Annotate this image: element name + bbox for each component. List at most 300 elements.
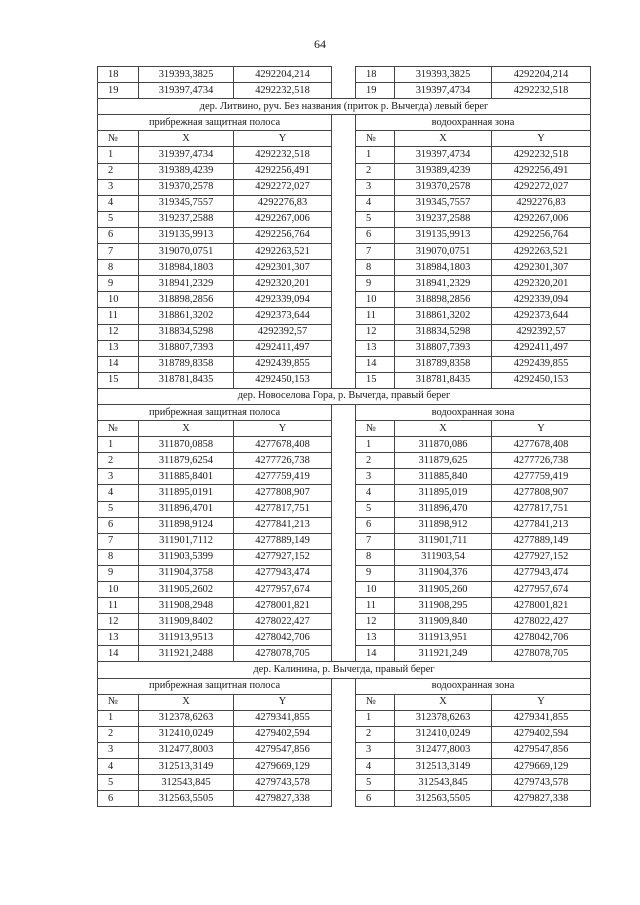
col-header-number: № (356, 131, 395, 147)
coord-x: 318984,1803 (139, 260, 234, 276)
zone-header-row (98, 115, 591, 131)
point-number: 11 (98, 308, 139, 324)
column-gap (332, 244, 356, 260)
coord-x: 318941,2329 (395, 276, 492, 292)
coord-x: 319397,4734 (139, 83, 234, 99)
coord-x: 311908,295 (395, 598, 492, 614)
col-header-x: X (395, 421, 492, 437)
column-gap (332, 565, 356, 581)
point-number: 14 (356, 356, 395, 372)
coord-y: 4292256,764 (492, 227, 591, 243)
coord-x: 318898,2856 (395, 292, 492, 308)
table-row (98, 598, 591, 614)
point-number: 6 (356, 791, 395, 807)
coord-x: 311898,9124 (139, 517, 234, 533)
point-number: 19 (98, 83, 139, 99)
column-header-row (98, 421, 591, 437)
coord-y: 4292373,644 (234, 308, 332, 324)
coord-x: 318834,5298 (395, 324, 492, 340)
point-number: 13 (98, 340, 139, 356)
point-number: 10 (98, 582, 139, 598)
point-number: 1 (98, 437, 139, 453)
coord-x: 312378,6263 (395, 710, 492, 726)
coord-y: 4277943,474 (492, 565, 591, 581)
coord-y: 4277678,408 (492, 437, 591, 453)
point-number: 11 (356, 308, 395, 324)
coord-x: 319135,9913 (139, 227, 234, 243)
table-row (98, 163, 591, 179)
coord-x: 318834,5298 (139, 324, 234, 340)
table-row (98, 726, 591, 742)
table-row (98, 485, 591, 501)
table-row (98, 742, 591, 758)
table-row (98, 549, 591, 565)
coord-x: 319397,4734 (395, 83, 492, 99)
table-row (98, 195, 591, 211)
coord-y: 4292256,764 (234, 227, 332, 243)
coord-y: 4277817,751 (492, 501, 591, 517)
point-number: 2 (356, 726, 395, 742)
coord-y: 4277726,738 (492, 453, 591, 469)
point-number: 8 (356, 549, 395, 565)
point-number: 7 (98, 244, 139, 260)
table-row (98, 179, 591, 195)
col-header-x: X (395, 131, 492, 147)
point-number: 5 (98, 501, 139, 517)
point-number: 7 (356, 244, 395, 260)
col-header-number: № (98, 694, 139, 710)
coord-x: 311870,0858 (139, 437, 234, 453)
table-row (98, 83, 591, 99)
coord-x: 311913,951 (395, 630, 492, 646)
table-row (98, 244, 591, 260)
point-number: 4 (98, 759, 139, 775)
coord-x: 319070,0751 (395, 244, 492, 260)
coord-y: 4292450,153 (234, 372, 332, 388)
coord-y: 4278042,706 (492, 630, 591, 646)
coord-y: 4279402,594 (234, 726, 332, 742)
point-number: 5 (356, 211, 395, 227)
coord-x: 318781,8435 (395, 372, 492, 388)
coord-y: 4292320,201 (492, 276, 591, 292)
coord-y: 4292256,491 (234, 163, 332, 179)
table-row (98, 227, 591, 243)
coord-x: 311885,840 (395, 469, 492, 485)
coord-x: 311901,7112 (139, 533, 234, 549)
column-header-row (98, 694, 591, 710)
point-number: 3 (98, 742, 139, 758)
coord-y: 4292272,027 (234, 179, 332, 195)
col-header-y: Y (492, 131, 591, 147)
table-row (98, 501, 591, 517)
coord-x: 312563,5505 (139, 791, 234, 807)
coord-x: 311904,3758 (139, 565, 234, 581)
coord-x: 319070,0751 (139, 244, 234, 260)
coord-x: 311903,5399 (139, 549, 234, 565)
coord-y: 4292267,006 (234, 211, 332, 227)
section-title-row (98, 662, 591, 678)
table-row (98, 437, 591, 453)
left-zone-title: прибрежная защитная полоса (98, 404, 332, 420)
table-row (98, 582, 591, 598)
point-number: 10 (98, 292, 139, 308)
coord-y: 4278042,706 (234, 630, 332, 646)
coord-x: 319389,4239 (139, 163, 234, 179)
coord-x: 311885,8401 (139, 469, 234, 485)
col-header-number: № (98, 421, 139, 437)
column-gap (332, 598, 356, 614)
section-title: дер. Новоселова Гора, р. Вычегда, правый берег (98, 388, 591, 404)
col-header-number: № (356, 694, 395, 710)
coord-y: 4292411,497 (492, 340, 591, 356)
coord-x: 311870,086 (395, 437, 492, 453)
column-gap (332, 67, 356, 83)
column-gap (332, 147, 356, 163)
coord-x: 319370,2578 (139, 179, 234, 195)
coord-y: 4279547,856 (234, 742, 332, 758)
coord-x: 311896,470 (395, 501, 492, 517)
coord-y: 4277889,149 (234, 533, 332, 549)
table-row (98, 372, 591, 388)
coord-y: 4292232,518 (234, 147, 332, 163)
column-gap (332, 742, 356, 758)
point-number: 18 (356, 67, 395, 83)
col-header-y: Y (234, 131, 332, 147)
column-gap (332, 308, 356, 324)
column-gap (332, 195, 356, 211)
coord-x: 311903,54 (395, 549, 492, 565)
point-number: 4 (356, 759, 395, 775)
table-row (98, 147, 591, 163)
coord-x: 319397,4734 (139, 147, 234, 163)
point-number: 12 (98, 614, 139, 630)
right-zone-title: водоохранная зона (356, 678, 591, 694)
point-number: 14 (356, 646, 395, 662)
point-number: 2 (356, 453, 395, 469)
coord-x: 311905,2602 (139, 582, 234, 598)
point-number: 1 (356, 147, 395, 163)
coord-x: 311879,625 (395, 453, 492, 469)
coord-x: 319237,2588 (395, 211, 492, 227)
coord-y: 4292267,006 (492, 211, 591, 227)
table-row (98, 759, 591, 775)
coord-y: 4278001,821 (492, 598, 591, 614)
table-row (98, 260, 591, 276)
point-number: 12 (356, 324, 395, 340)
point-number: 9 (98, 565, 139, 581)
coord-x: 311879,6254 (139, 453, 234, 469)
coord-x: 311921,249 (395, 646, 492, 662)
coord-y: 4292232,518 (492, 83, 591, 99)
point-number: 15 (356, 372, 395, 388)
column-gap (332, 227, 356, 243)
point-number: 10 (356, 582, 395, 598)
point-number: 18 (98, 67, 139, 83)
table-row (98, 775, 591, 791)
coord-x: 311895,0191 (139, 485, 234, 501)
column-gap (332, 549, 356, 565)
point-number: 13 (356, 340, 395, 356)
coord-x: 319389,4239 (395, 163, 492, 179)
coord-y: 4277927,152 (492, 549, 591, 565)
coord-x: 312543,845 (395, 775, 492, 791)
column-gap (332, 211, 356, 227)
table-row (98, 533, 591, 549)
table-row (98, 276, 591, 292)
table-row (98, 710, 591, 726)
point-number: 2 (356, 163, 395, 179)
table-row (98, 469, 591, 485)
column-gap (332, 131, 356, 147)
col-header-x: X (139, 131, 234, 147)
point-number: 6 (98, 227, 139, 243)
right-zone-title: водоохранная зона (356, 115, 591, 131)
column-gap (332, 163, 356, 179)
column-gap (332, 356, 356, 372)
point-number: 13 (98, 630, 139, 646)
column-gap (332, 83, 356, 99)
coord-x: 311921,2488 (139, 646, 234, 662)
coord-x: 319237,2588 (139, 211, 234, 227)
coord-x: 311896,4701 (139, 501, 234, 517)
coord-y: 4278022,427 (234, 614, 332, 630)
column-gap (332, 614, 356, 630)
coord-x: 312410,0249 (395, 726, 492, 742)
coord-x: 318898,2856 (139, 292, 234, 308)
coord-x: 319393,3825 (139, 67, 234, 83)
point-number: 3 (98, 179, 139, 195)
coord-x: 312477,8003 (139, 742, 234, 758)
column-gap (332, 404, 356, 420)
point-number: 19 (356, 83, 395, 99)
point-number: 6 (98, 791, 139, 807)
col-header-y: Y (234, 421, 332, 437)
coord-y: 4292339,094 (234, 292, 332, 308)
coord-x: 318941,2329 (139, 276, 234, 292)
coord-y: 4278078,705 (492, 646, 591, 662)
coord-y: 4279547,856 (492, 742, 591, 758)
coord-y: 4277678,408 (234, 437, 332, 453)
column-gap (332, 517, 356, 533)
coord-x: 311908,2948 (139, 598, 234, 614)
table-row (98, 791, 591, 807)
point-number: 14 (98, 646, 139, 662)
coord-x: 311898,912 (395, 517, 492, 533)
column-gap (332, 694, 356, 710)
point-number: 1 (356, 710, 395, 726)
coord-y: 4292204,214 (234, 67, 332, 83)
point-number: 11 (98, 598, 139, 614)
point-number: 12 (98, 324, 139, 340)
coord-y: 4278022,427 (492, 614, 591, 630)
coord-y: 4277759,419 (492, 469, 591, 485)
column-gap (332, 485, 356, 501)
point-number: 7 (356, 533, 395, 549)
coord-x: 319370,2578 (395, 179, 492, 195)
column-gap (332, 340, 356, 356)
coord-x: 319345,7557 (139, 195, 234, 211)
coord-y: 4292392,57 (492, 324, 591, 340)
coordinates-table (97, 66, 591, 807)
point-number: 8 (98, 260, 139, 276)
coord-y: 4279402,594 (492, 726, 591, 742)
coord-y: 4292232,518 (492, 147, 591, 163)
column-gap (332, 759, 356, 775)
point-number: 11 (356, 598, 395, 614)
col-header-y: Y (234, 694, 332, 710)
coord-x: 311901,711 (395, 533, 492, 549)
coord-x: 312563,5505 (395, 791, 492, 807)
table-row (98, 211, 591, 227)
point-number: 9 (356, 565, 395, 581)
left-zone-title: прибрежная защитная полоса (98, 678, 332, 694)
table-row (98, 517, 591, 533)
coord-y: 4292232,518 (234, 83, 332, 99)
coord-y: 4277808,907 (234, 485, 332, 501)
coord-y: 4292373,644 (492, 308, 591, 324)
coord-y: 4292439,855 (492, 356, 591, 372)
column-gap (332, 437, 356, 453)
coord-x: 312513,3149 (395, 759, 492, 775)
coord-y: 4277841,213 (234, 517, 332, 533)
point-number: 1 (356, 437, 395, 453)
column-gap (332, 292, 356, 308)
column-gap (332, 678, 356, 694)
coord-y: 4277927,152 (234, 549, 332, 565)
col-header-x: X (139, 421, 234, 437)
point-number: 5 (98, 211, 139, 227)
point-number: 13 (356, 630, 395, 646)
col-header-y: Y (492, 694, 591, 710)
coord-x: 318789,8358 (139, 356, 234, 372)
point-number: 6 (356, 227, 395, 243)
column-gap (332, 453, 356, 469)
coord-y: 4277957,674 (492, 582, 591, 598)
column-gap (332, 533, 356, 549)
section-title: дер. Литвино, руч. Без названия (приток р. Вычегда) левый берег (98, 99, 591, 115)
table-row (98, 565, 591, 581)
column-gap (332, 115, 356, 131)
column-gap (332, 179, 356, 195)
point-number: 5 (356, 775, 395, 791)
column-gap (332, 630, 356, 646)
point-number: 12 (356, 614, 395, 630)
coord-x: 318807,7393 (139, 340, 234, 356)
column-gap (332, 501, 356, 517)
point-number: 2 (98, 726, 139, 742)
coord-y: 4292320,201 (234, 276, 332, 292)
coord-y: 4292439,855 (234, 356, 332, 372)
table-row (98, 453, 591, 469)
table-row (98, 292, 591, 308)
coord-y: 4279341,855 (492, 710, 591, 726)
coord-y: 4279743,578 (492, 775, 591, 791)
coord-x: 312543,845 (139, 775, 234, 791)
coord-y: 4292301,307 (234, 260, 332, 276)
point-number: 8 (98, 549, 139, 565)
point-number: 2 (98, 163, 139, 179)
coord-x: 311895,019 (395, 485, 492, 501)
page-number: 64 (314, 37, 326, 51)
col-header-number: № (356, 421, 395, 437)
column-gap (332, 775, 356, 791)
coord-y: 4292411,497 (234, 340, 332, 356)
point-number: 14 (98, 356, 139, 372)
column-gap (332, 324, 356, 340)
coord-x: 319135,9913 (395, 227, 492, 243)
coord-x: 312477,8003 (395, 742, 492, 758)
coord-x: 318807,7393 (395, 340, 492, 356)
point-number: 1 (98, 710, 139, 726)
point-number: 6 (356, 517, 395, 533)
column-gap (332, 276, 356, 292)
coord-y: 4279743,578 (234, 775, 332, 791)
table-row (98, 67, 591, 83)
coord-y: 4279669,129 (234, 759, 332, 775)
coord-x: 319345,7557 (395, 195, 492, 211)
coord-x: 319397,4734 (395, 147, 492, 163)
coord-y: 4292272,027 (492, 179, 591, 195)
point-number: 2 (98, 453, 139, 469)
column-gap (332, 582, 356, 598)
col-header-x: X (395, 694, 492, 710)
column-gap (332, 372, 356, 388)
point-number: 15 (98, 372, 139, 388)
zone-header-row (98, 678, 591, 694)
column-gap (332, 646, 356, 662)
point-number: 6 (98, 517, 139, 533)
coord-y: 4277808,907 (492, 485, 591, 501)
coord-y: 4292263,521 (492, 244, 591, 260)
coord-y: 4279827,338 (234, 791, 332, 807)
point-number: 4 (356, 485, 395, 501)
coordinates-document (97, 66, 590, 807)
coord-y: 4292276,83 (492, 195, 591, 211)
point-number: 3 (98, 469, 139, 485)
point-number: 3 (356, 742, 395, 758)
coord-y: 4278001,821 (234, 598, 332, 614)
coord-y: 4279341,855 (234, 710, 332, 726)
point-number: 3 (356, 469, 395, 485)
point-number: 4 (356, 195, 395, 211)
zone-header-row (98, 404, 591, 420)
point-number: 4 (98, 195, 139, 211)
coord-y: 4292301,307 (492, 260, 591, 276)
coord-x: 318984,1803 (395, 260, 492, 276)
section-title: дер. Калинина, р. Вычегда, правый берег (98, 662, 591, 678)
col-header-x: X (139, 694, 234, 710)
point-number: 4 (98, 485, 139, 501)
coord-x: 311905,260 (395, 582, 492, 598)
table-row (98, 324, 591, 340)
coord-x: 311909,840 (395, 614, 492, 630)
point-number: 1 (98, 147, 139, 163)
col-header-number: № (98, 131, 139, 147)
table-row (98, 308, 591, 324)
point-number: 9 (356, 276, 395, 292)
coord-y: 4292392,57 (234, 324, 332, 340)
column-gap (332, 726, 356, 742)
coord-x: 318861,3202 (139, 308, 234, 324)
coord-x: 318861,3202 (395, 308, 492, 324)
coord-x: 318781,8435 (139, 372, 234, 388)
column-gap (332, 260, 356, 276)
point-number: 7 (98, 533, 139, 549)
coord-y: 4277841,213 (492, 517, 591, 533)
coord-y: 4279669,129 (492, 759, 591, 775)
coord-y: 4292256,491 (492, 163, 591, 179)
coord-y: 4277889,149 (492, 533, 591, 549)
